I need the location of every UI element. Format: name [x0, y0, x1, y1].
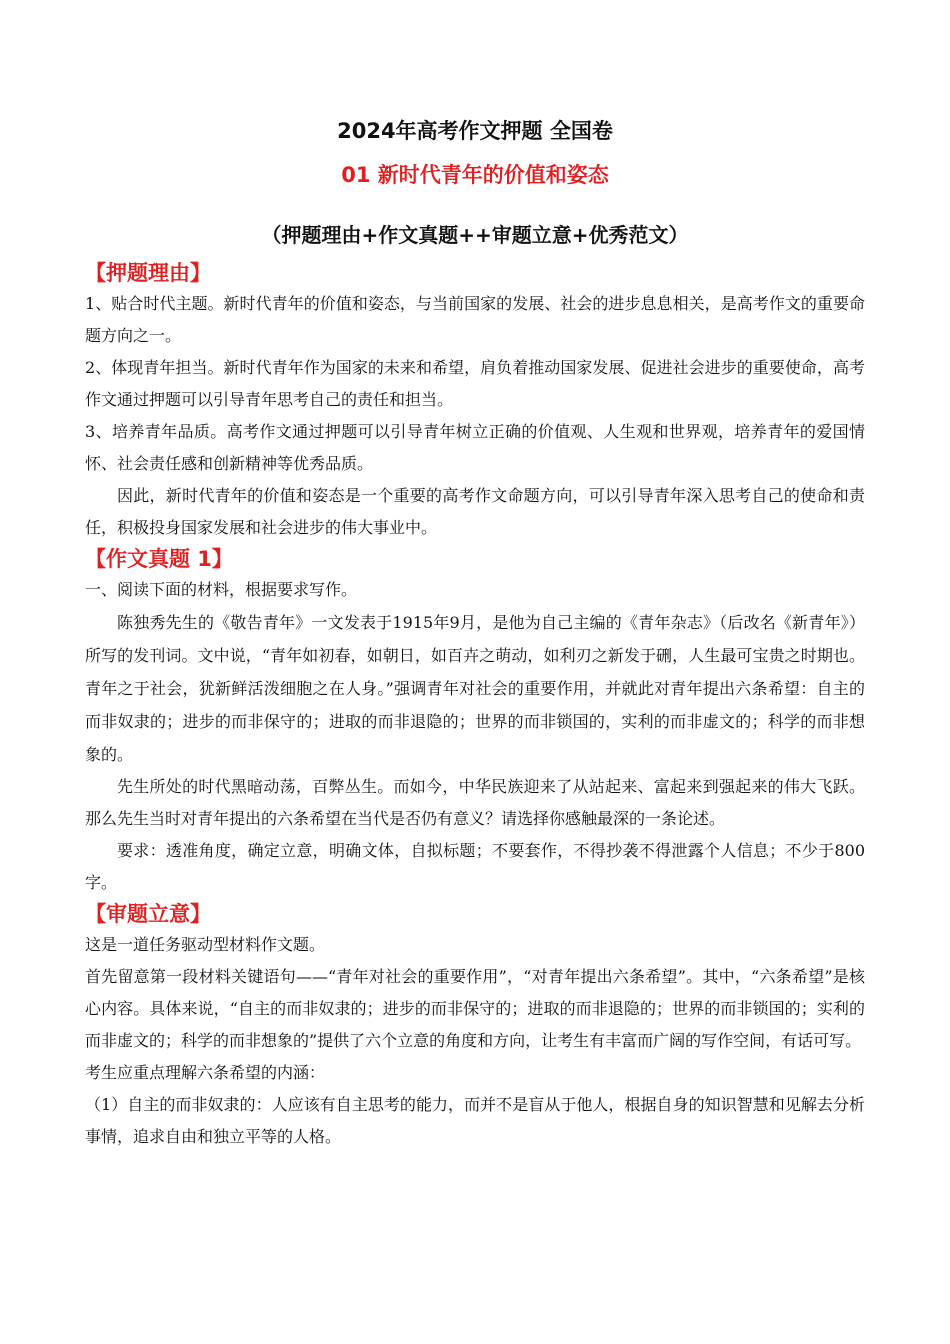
analysis-paragraph-3: 考生应重点理解六条希望的内涵：: [85, 1063, 326, 1082]
document-subtitle: 01 新时代青年的价值和姿态: [341, 163, 609, 187]
section-heading-analysis: 【审题立意】: [85, 902, 211, 926]
reason-conclusion: 因此，新时代青年的价值和姿态是一个重要的高考作文命题方向，可以引导青年深入思考自己的使命和责任，积极投身国家发展和社会进步的伟大事业中。: [85, 486, 865, 537]
document-page: [85, 112, 865, 1153]
reason-item-2: 2、体现青年担当。新时代青年作为国家的未来和希望，肩负着推动国家发展、促进社会进步的重要使命，高考作文通过押题可以引导青年思考自己的责任和担当。: [85, 358, 865, 409]
reason-item-3: 3、培养青年品质。高考作文通过押题可以引导青年树立正确的价值观、人生观和世界观，培养青年的爱国情怀、社会责任感和创新精神等优秀品质。: [85, 422, 865, 473]
question-material-2: 先生所处的时代黑暗动荡，百弊丛生。而如今，中华民族迎来了从站起来、富起来到强起来的伟大飞跃。那么先生当时对青年提出的六条希望在当代是否仍有意义？请选择你感触最深的一条论述。: [85, 777, 865, 828]
reason-item-1: 1、贴合时代主题。新时代青年的价值和姿态，与当前国家的发展、社会的进步息息相关，是高考作文的重要命题方向之一。: [85, 294, 865, 345]
analysis-paragraph-2: 首先留意第一段材料关键语句——“青年对社会的重要作用”，“对青年提出六条希望”。其中，“六条希望”是核心内容。具体来说，“自主的而非奴隶的；进步的而非保守的；进取的而非退隐的；世界的而非锁国的；实利的而非虚文的；科学的而非想象的”提供了六个立意的角度和方向，让考生有丰富而广阔的写作空间，有话可写。: [85, 967, 865, 1050]
document-description: （押题理由+作文真题++审题立意+优秀范文）: [261, 223, 689, 247]
question-instruction: 一、阅读下面的材料，根据要求写作。: [85, 580, 358, 599]
section-heading-question: 【作文真题 1】: [85, 547, 233, 571]
question-requirement: 要求：透准角度，确定立意，明确文体，自拟标题；不要套作，不得抄袭不得泄露个人信息；不少于800字。: [85, 841, 865, 892]
section-heading-reason: 【押题理由】: [85, 261, 211, 285]
analysis-paragraph-4: （1）自主的而非奴隶的：人应该有自主思考的能力，而并不是盲从于他人，根据自身的知识智慧和见解去分析事情，追求自由和独立平等的人格。: [85, 1095, 865, 1146]
document-title: 2024年高考作文押题 全国卷: [337, 119, 613, 143]
analysis-paragraph-1: 这是一道任务驱动型材料作文题。: [85, 935, 326, 954]
question-material-1: 陈独秀先生的《敬告青年》一文发表于1915年9月，是他为自己主编的《青年杂志》（后改名《新青年》）所写的发刊词。文中说，“青年如初春，如朝日，如百卉之萌动，如利刃之新发于硎，人生最可宝贵之时期也。青年之于社会，犹新鲜活泼细胞之在人身。”强调青年对社会的重要作用，并就此对青年提出六条希望：自主的而非奴隶的；进步的而非保守的；进取的而非退隐的；世界的而非锁国的，实利的而非虚文的；科学的而非想象的。: [85, 613, 865, 764]
